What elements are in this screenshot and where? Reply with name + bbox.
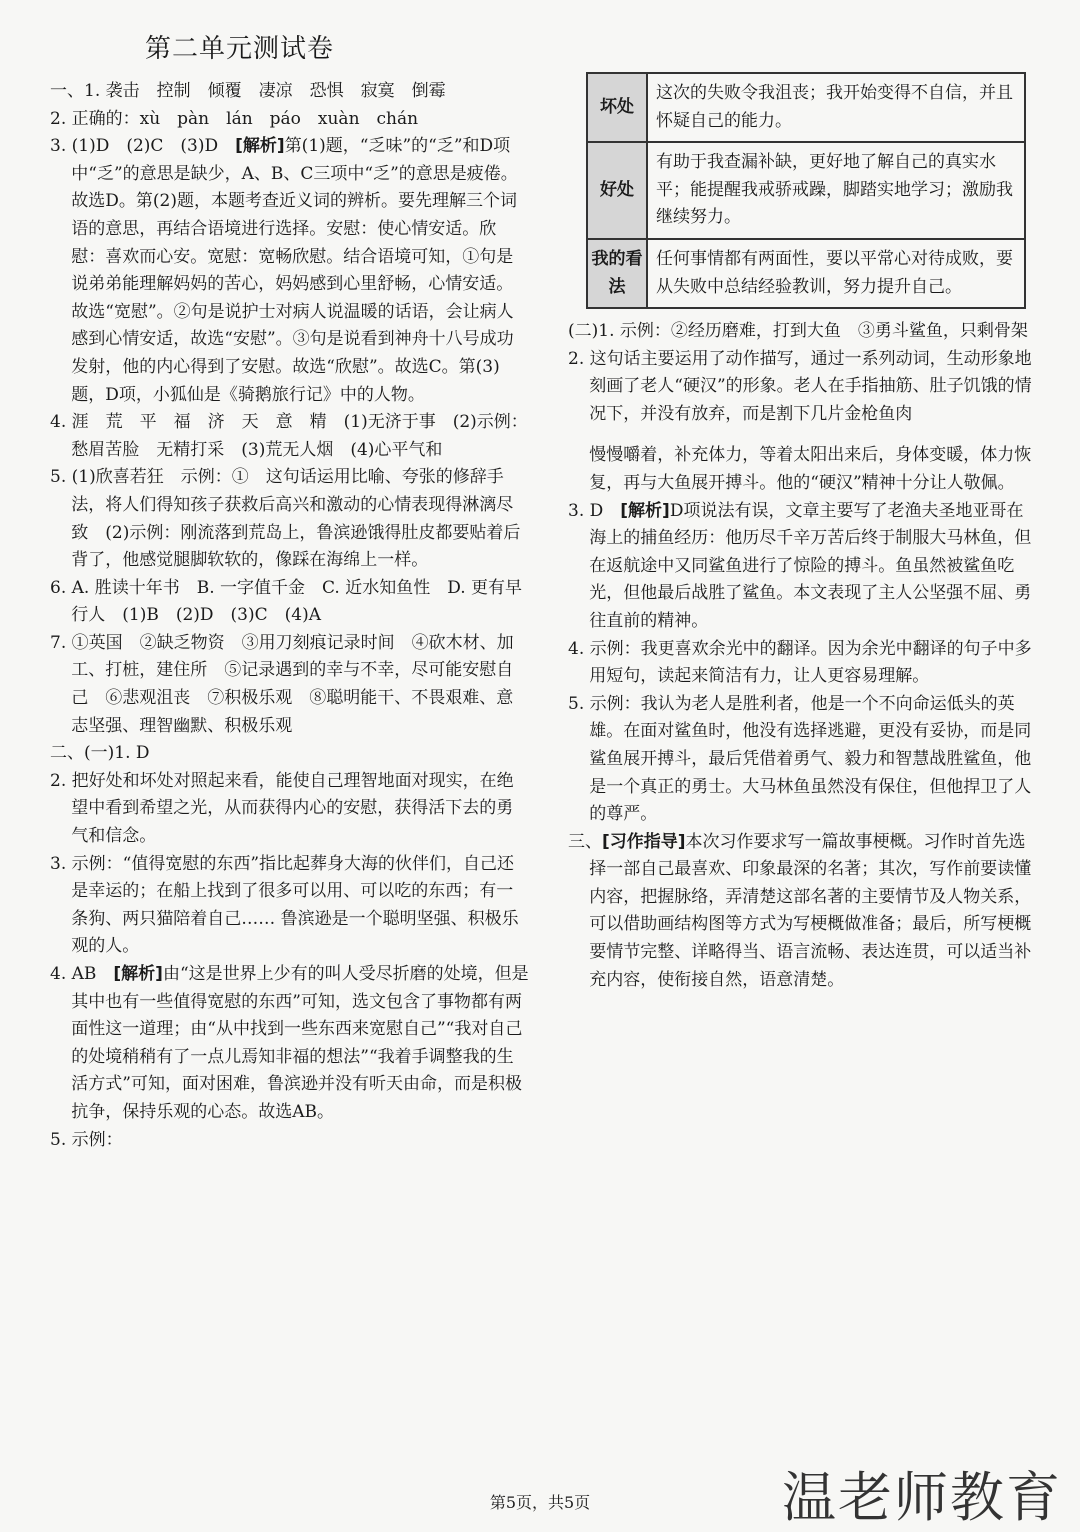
answer-1-2: 2. 正确的：xù pàn lán páo xuàn chán [50,108,419,129]
answer-2b-4: 4. 示例：我更喜欢余光中的翻译。因为余光中翻译的句子中多用短句，读起来简洁有力，让人更容易理解。 [568,638,1032,687]
answer-1-3-text: 第(1)题，“乏味”的“乏”和D项中“乏”的意思是缺少，A、B、C三项中“乏”的意思是疲倦。故选D。第(2)题，本题考查近义词的辨析。要先理解三个词语的意思，再结合语境进行选择。安慰：使心情安适。欣慰：喜欢而心安。宽慰：宽畅欣慰。结合语境可知，①句是说弟弟能理解妈妈的苦心，妈妈感到心里舒畅，心情安适。故选“宽慰”。②句是说护士对病人说温暖的话语，会让病人感到心情安适，故选“安慰”。③句是说看到神舟十八号成功发射，他的内心得到了安慰。故选“欣慰”。故选C。第(3)题，D项，小狐仙是《骑鹅旅行记》中的人物。 [71,136,518,405]
table-row [587,239,1025,308]
analysis-tag: [解析] [113,964,163,984]
page-number: 第5页，共5页 [489,1493,591,1512]
pros-cons-table [586,72,1026,309]
answer-1-1: 一、1. 袭击 控制 倾覆 凄凉 恐惧 寂寞 倒霉 [50,81,446,101]
answer-2-5: 5. 示例： [50,1129,123,1150]
writing-guide-tag: [习作指导] [602,831,686,852]
answer-2b-5: 5. 示例：我认为老人是胜利者，他是一个不向命运低头的英雄。在面对鲨鱼时，他没有选择逃避，更没有妥协，而是同鲨鱼展开搏斗，最后凭借着勇气、毅力和智慧战胜鲨鱼，他是一个真正的勇士。大马林鱼虽然没有保住，但他捍卫了人的尊严。 [568,693,1032,825]
left-column [50,78,530,1154]
answer-2-4-lead: 4. AB [50,964,114,984]
answer-3-lead: 三、 [568,831,602,852]
table-row [587,73,1025,142]
table-head-cell: 我的看法 [587,239,647,308]
analysis-tag: [解析] [235,136,285,157]
answer-1-5: 5. (1)欣喜若狂 示例：① 这句话运用比喻、夸张的修辞手法，将人们得知孩子获救后高兴和激动的心情表现得淋漓尽致 (2)示例：刚流落到荒岛上，鲁滨逊饿得肚皮都要贴着后背了，他感觉腿脚软软的，像踩在海绵上一样。 [50,467,521,571]
answer-1-7: 7. ①英国 ②缺乏物资 ③用刀刻痕记录时间 ④砍木材、加工、打桩，建住所 ⑤记录遇到的幸与不幸，尽可能安慰自己 ⑥悲观沮丧 ⑦积极乐观 ⑧聪明能干、不畏艰难、意志坚强、理智幽默、积极乐观 [50,632,514,736]
answer-2-2: 2. 把好处和坏处对照起来看，能使自己理智地面对现实，在绝望中看到希望之光，从而获得内心的安慰，获得活下去的勇气和信念。 [50,770,514,847]
answer-2b-2-cont: 慢慢嚼着，补充体力，等着太阳出来后，身体变暖，体力恢复，再与大鱼展开搏斗。他的“硬汉”精神十分让人敬佩。 [589,445,1032,493]
answer-2b-1: (二)1. 示例：②经历磨难，打到大鱼 ③勇斗鲨鱼，只剩骨架 [568,321,1028,341]
table-cell: 有助于我查漏补缺，更好地了解自己的真实水平；能提醒我戒骄戒躁，脚踏实地学习；激励我继续努力。 [647,142,1025,239]
answer-2-4 [50,961,530,1127]
answer-2-1: 二、(一)1. D [50,743,150,764]
answer-2-3: 3. 示例：“值得宽慰的东西”指比起葬身大海的伙伴们，自己还是幸运的；在船上找到了很多可以用、可以吃的东西；有一条狗、两只猫陪着自己…… 鲁滨逊是一个聪明坚强、积极乐观的人。 [50,853,519,957]
table-cell: 任何事情都有两面性，要以平常心对待成败，要从失败中总结经验教训，努力提升自己。 [647,239,1025,308]
watermark: 温老师教育 [782,1466,1062,1529]
table-cell: 这次的失败令我沮丧；我开始变得不自信，并且怀疑自己的能力。 [647,73,1025,142]
answer-2b-3-lead: 3. D [568,500,621,521]
analysis-tag: [解析] [620,500,670,521]
table-head-cell: 坏处 [587,73,647,142]
answer-2b-2: 2. 这句话主要运用了动作描写，通过一系列动词，生动形象地刻画了老人“硬汉”的形象。老人在手指抽筋、肚子饥饿的情况下，并没有放弃，而是割下几片金枪鱼肉 [568,348,1032,424]
table-row [587,142,1025,239]
answer-2b-3-text: D项说法有误，文章主要写了老渔夫圣地亚哥在海上的捕鱼经历：他历尽千辛万苦后终于制服大马林鱼，但在返航途中又同鲨鱼进行了惊险的搏斗。鱼虽然被鲨鱼吃光，但他最后战胜了鲨鱼。本文表现了主人公坚强不屈、勇往直前的精神。 [589,500,1032,631]
answer-3 [568,829,1038,995]
page-title: 第二单元测试卷 [145,34,335,64]
table-head-cell: 好处 [587,142,647,239]
answer-1-3-lead: 3. (1)D (2)C (3)D [50,136,236,157]
answer-1-6: 6. A. 胜读十年书 B. 一字值千金 C. 近水知鱼性 D. 更有早行人 (1)B (2)D (3)C (4)A [50,577,523,626]
answer-2b-3 [568,498,1038,636]
right-column [568,318,1038,994]
answer-1-3 [50,133,530,409]
answer-1-4: 4. 涯 荒 平 福 济 天 意 精 (1)无济于事 (2)示例：愁眉苦脸 无精打采 (3)荒无人烟 (4)心平气和 [50,412,528,460]
answer-3-text: 本次习作要求写一篇故事梗概。习作时首先选择一部自己最喜欢、印象最深的名著；其次，写作前要读懂内容，把握脉络，弄清楚这部名著的主要情节及人物关系，可以借助画结构图等方式为写梗概做准备；最后，所写梗概要情节完整、详略得当、语言流畅、表达连贯，可以适当补充内容，使衔接自然，语意清楚。 [589,831,1032,990]
answer-2-4-text: 由“这是世界上少有的叫人受尽折磨的处境，但是其中也有一些值得宽慰的东西”可知，选文包含了事物都有两面性这一道理；由“从中找到一些东西来宽慰自己”“我对自己的处境稍稍有了一点儿焉知非福的想法”“我着手调整我的生活方式”可知，面对困难，鲁滨逊并没有听天由命，而是积极抗争，保持乐观的心态。故选AB。 [71,964,529,1122]
